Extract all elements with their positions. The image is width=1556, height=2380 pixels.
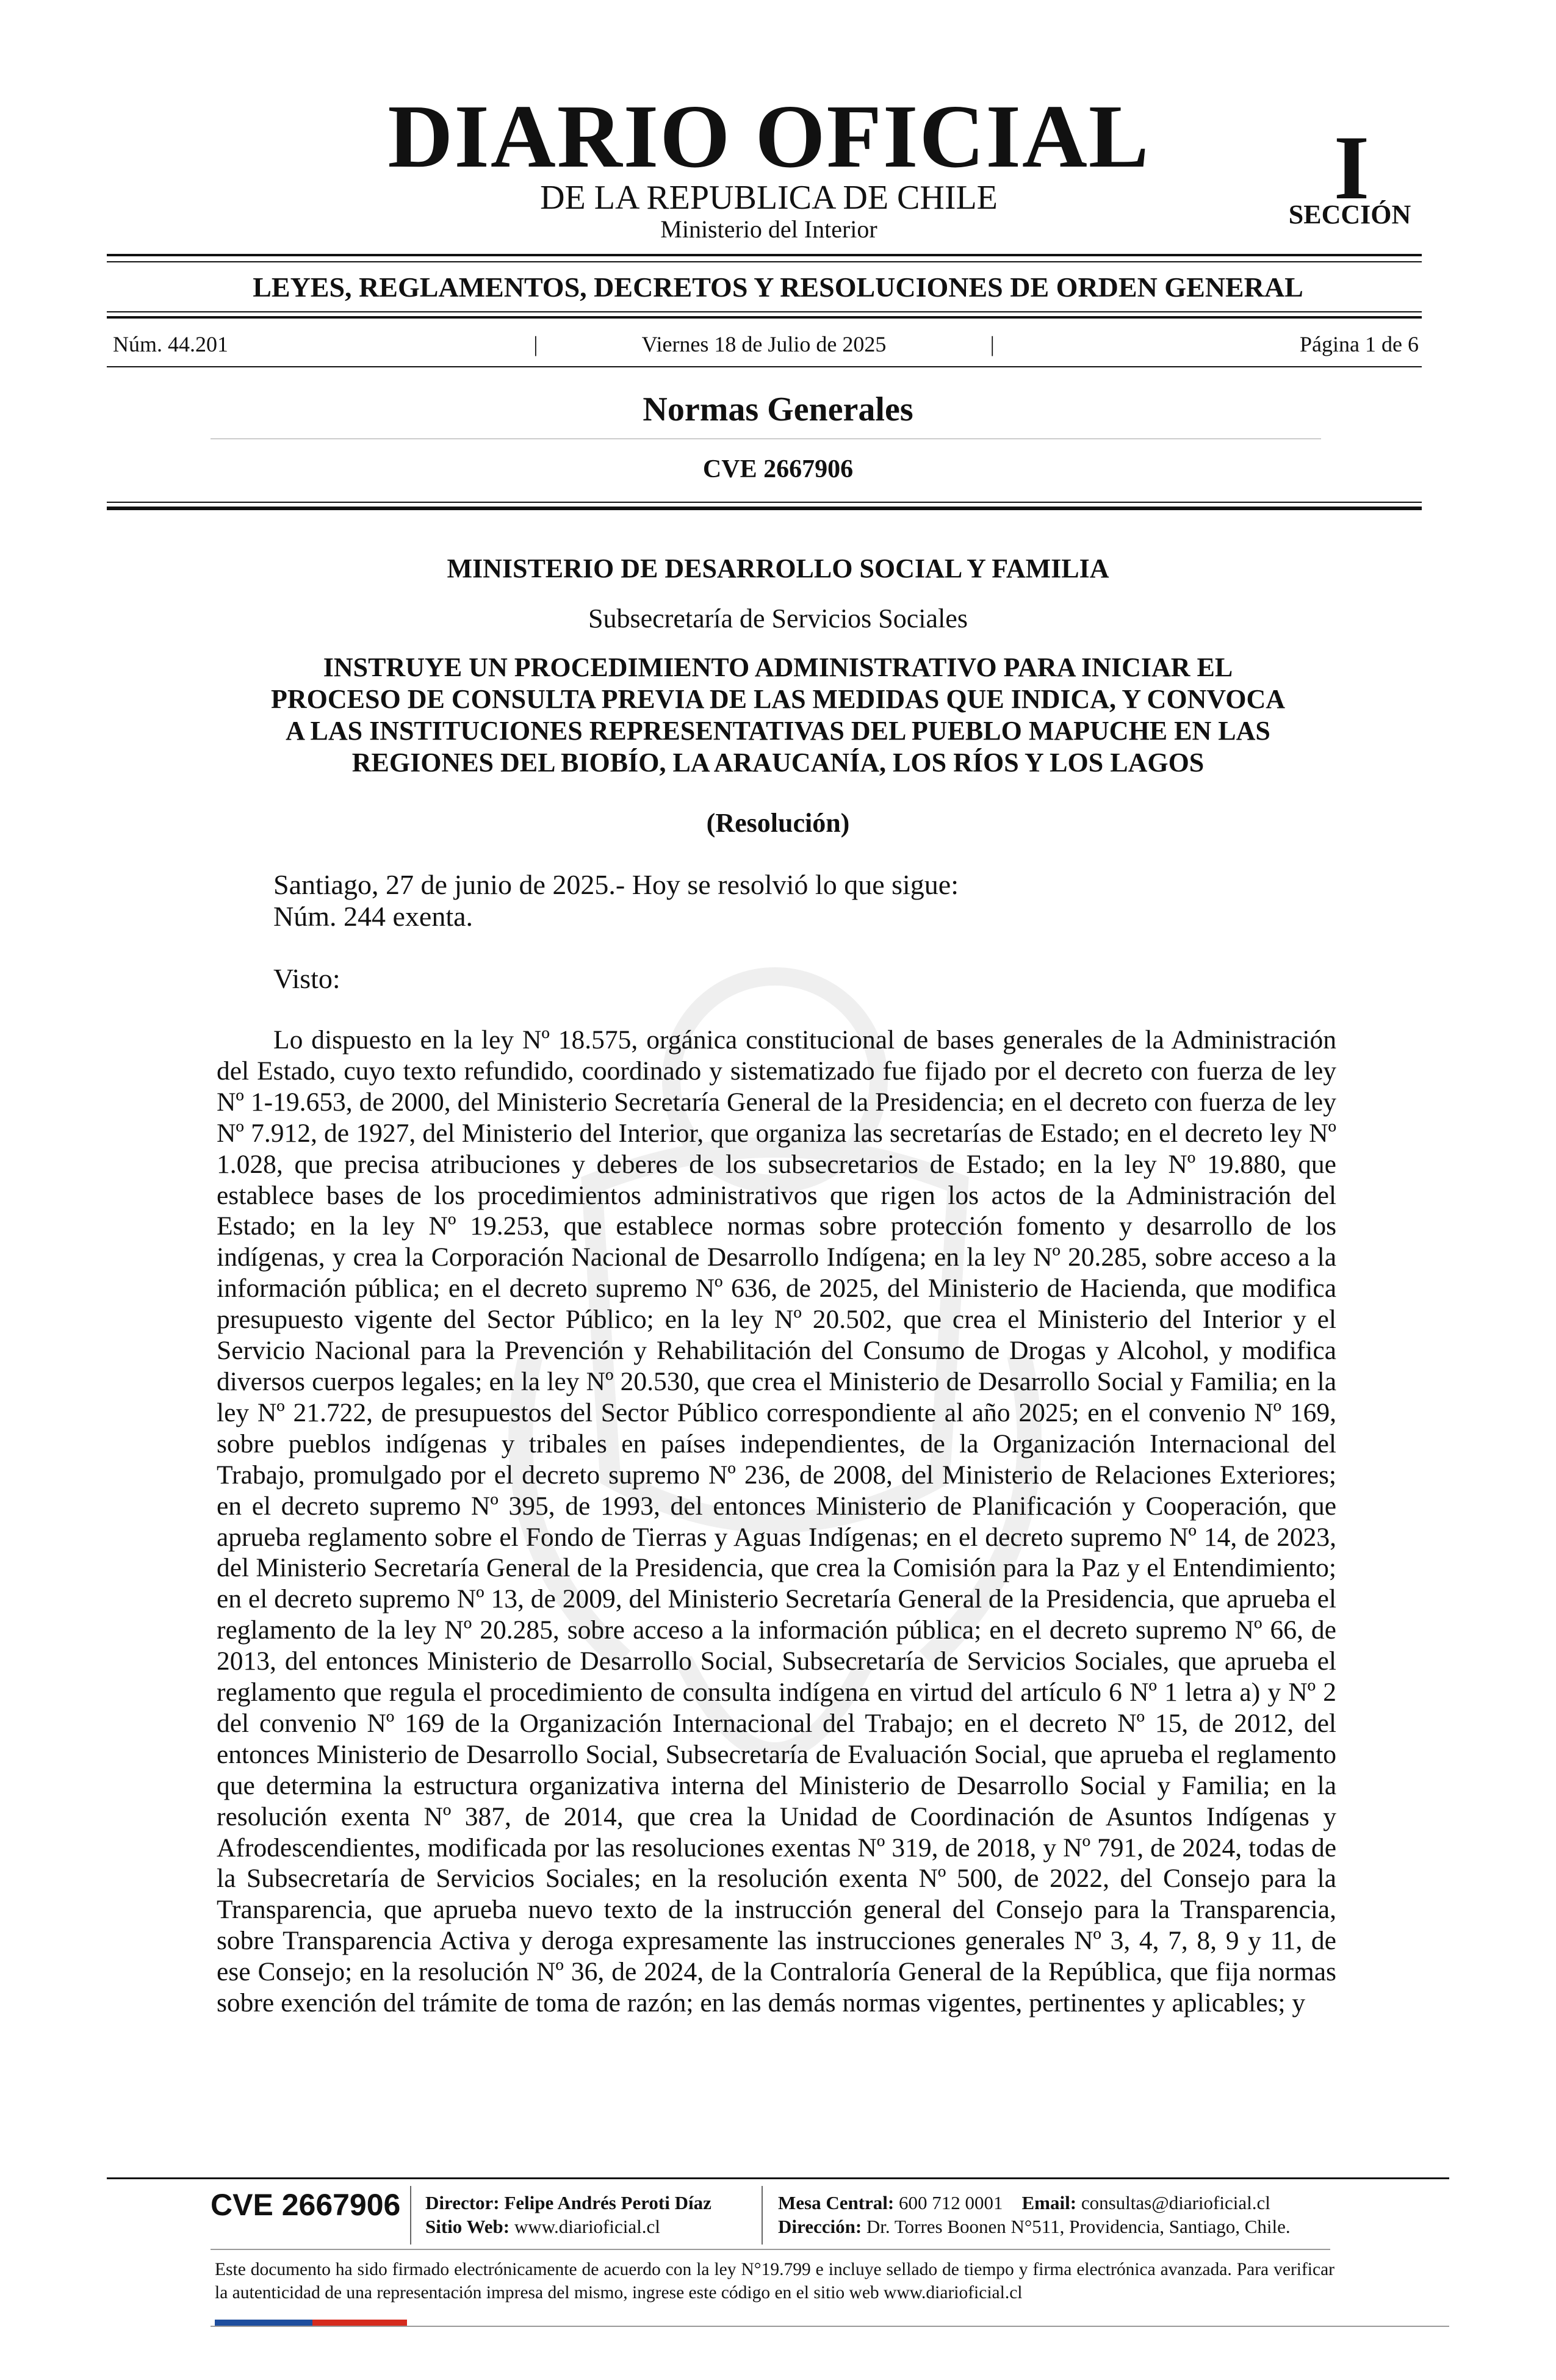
phone-label: Mesa Central: bbox=[778, 2192, 895, 2213]
phone-value: 600 712 0001 bbox=[899, 2192, 1003, 2213]
issue-info-bar bbox=[113, 333, 1419, 355]
footer-director-block bbox=[425, 2191, 711, 2238]
issue-date: Viernes 18 de Julio de 2025 bbox=[641, 332, 887, 356]
cve-code: CVE 2667906 bbox=[702, 455, 854, 483]
masthead-title: DIARIO OFICIAL bbox=[387, 87, 1150, 187]
category-rule-thin bbox=[107, 311, 1422, 312]
section-number: I bbox=[1333, 117, 1370, 218]
masthead-ministry: Ministerio del Interior bbox=[660, 215, 877, 243]
footer-bottom-rule bbox=[211, 2326, 1449, 2327]
document-title-line: INSTRUYE UN PROCEDIMIENTO ADMINISTRATIVO PARA INICIAR EL bbox=[323, 652, 1233, 682]
director-name: Felipe Andrés Peroti Díaz bbox=[504, 2192, 711, 2213]
issuing-ministry: MINISTERIO DE DESARROLLO SOCIAL Y FAMILIA bbox=[447, 554, 1109, 583]
address-label: Dirección: bbox=[778, 2216, 862, 2237]
info-rule bbox=[107, 366, 1422, 367]
document-title-line: A LAS INSTITUCIONES REPRESENTATIVAS DEL PUEBLO MAPUCHE EN LAS bbox=[286, 716, 1270, 746]
footer-note-rule bbox=[211, 2249, 1330, 2250]
document-title bbox=[0, 652, 1556, 779]
issue-number: Núm. 44.201 bbox=[113, 332, 228, 356]
resolution-number: Núm. 244 exenta. bbox=[273, 901, 474, 932]
document-title-line: PROCESO DE CONSULTA PREVIA DE LAS MEDIDAS QUE INDICA, Y CONVOCA bbox=[271, 684, 1285, 714]
issuing-subsecretaria: Subsecretaría de Servicios Sociales bbox=[588, 604, 968, 633]
section-title-rule bbox=[211, 438, 1321, 439]
section-title: Normas Generales bbox=[643, 391, 913, 428]
document-title-line: REGIONES DEL BIOBÍO, LA ARAUCANÍA, LOS RÍOS Y LOS LAGOS bbox=[351, 748, 1205, 777]
footer-rule bbox=[107, 2177, 1449, 2179]
footer-divider bbox=[410, 2186, 411, 2245]
header-rule-thick bbox=[107, 254, 1422, 256]
footer-divider bbox=[762, 2186, 763, 2245]
info-separator: | bbox=[533, 332, 538, 356]
footer-cve-code: CVE 2667906 bbox=[211, 2188, 401, 2222]
email-label: Email: bbox=[1021, 2192, 1077, 2213]
visto-heading: Visto: bbox=[273, 963, 340, 994]
info-separator: | bbox=[990, 332, 995, 356]
flag-stripe-red bbox=[312, 2320, 407, 2326]
website-label: Sitio Web: bbox=[425, 2216, 510, 2237]
cve-rule-thick bbox=[107, 507, 1422, 510]
website-link[interactable]: www.diarioficial.cl bbox=[514, 2216, 660, 2237]
signature-notice: Este documento ha sido firmado electrónicamente de acuerdo con la ley N°19.799 e incluye sellado de tiempo y firma electrónica avanzada. Para verificar la autenticidad de una representación impresa del mismo, ingrese este código en el sitio web www.diarioficial.cl bbox=[215, 2260, 1334, 2302]
cve-rule-thin bbox=[107, 502, 1422, 503]
visto-body-paragraph: Lo dispuesto en la ley Nº 18.575, orgánica constitucional de bases generales de la Administración del Estado, cuyo texto refundido, coordinado y sistematizado fue fijado por el decreto con fuerza de ley Nº 1-19.653, de 2000, del Ministerio Secretaría General de la Presidencia; en el decreto con fuerza de ley Nº 7.912, de 1927, del Ministerio del Interior, que organiza las secretarías de Estado; en el decreto ley Nº 1.028, que precisa atribuciones y deberes de los subsecretarios de Estado; en la ley Nº 19.880, que establece bases de los procedimientos administrativos que rigen los actos de la Administración del Estado; en la ley Nº 19.253, que establece normas sobre protección fomento y desarrollo de los indígenas, y crea la Corporación Nacional de Desarrollo Indígena; en la ley Nº 20.285, sobre acceso a la información pública; en el decreto supremo Nº 636, de 2025, del Ministerio de Hacienda, que modifica presupuesto vigente del Sector Público; en la ley Nº 20.502, que crea el Ministerio del Interior y el Servicio Nacional para la Prevención y Rehabilitación del Consumo de Drogas y Alcohol, y modifica diversos cuerpos legales; en la ley Nº 20.530, que crea el Ministerio de Desarrollo Social y Familia; en la ley Nº 21.722, de presupuestos del Sector Público correspondiente al año 2025; en el convenio Nº 169, sobre pueblos indígenas y tribales en países independientes, de la Organización Internacional del Trabajo, promulgado por el decreto supremo Nº 236, de 2008, del Ministerio de Relaciones Exteriores; en el decreto supremo Nº 395, de 1993, del entonces Ministerio de Planificación y Cooperación, que aprueba reglamento sobre el Fondo de Tierras y Aguas Indígenas; en el decreto supremo Nº 14, de 2023, del Ministerio Secretaría General de la Presidencia, que crea la Comisión para la Paz y el Entendimiento; en el decreto supremo Nº 13, de 2009, del Ministerio Secretaría General de la Presidencia, que aprueba el reglamento de la ley Nº 20.285, sobre acceso a la información pública; en el decreto supremo Nº 66, de 2013, del entonces Ministerio de Desarrollo Social, Subsecretaría de Servicios Sociales, que aprueba el reglamento que regula el procedimiento de consulta indígena en virtud del artículo 6 Nº 1 letra a) y Nº 2 del convenio Nº 169 de la Organización Internacional del Trabajo; en el decreto Nº 15, de 2012, del entonces Ministerio de Desarrollo Social, Subsecretaría de Evaluación Social, que aprueba el reglamento que determina la estructura organizativa interna del Ministerio de Desarrollo Social y Familia; en la resolución exenta Nº 387, de 2014, que crea la Unidad de Coordinación de Asuntos Indígenas y Afrodescendientes, modificada por las resoluciones exentas Nº 319, de 2018, y Nº 791, de 2024, todas de la Subsecretaría de Servicios Sociales; en la resolución exenta Nº 500, de 2022, del Consejo para la Transparencia, que aprueba nuevo texto de la instrucción general del Consejo para la Transparencia, sobre Transparencia Activa y deroga expresamente las instrucciones generales Nº 3, 4, 7, 8, 9 y 11, de ese Consejo; en la resolución Nº 36, de 2024, de la Contraloría General de la República, que fija normas sobre exención del trámite de toma de razón; en las demás normas vigentes, pertinentes y aplicables; y bbox=[217, 1025, 1336, 2018]
place-date-line: Santiago, 27 de junio de 2025.- Hoy se resolvió lo que sigue: bbox=[273, 869, 959, 900]
header-rule-thin bbox=[107, 261, 1422, 262]
page-indicator: Página 1 de 6 bbox=[1300, 332, 1419, 356]
category-rule-thick bbox=[107, 316, 1422, 319]
address-value: Dr. Torres Boonen N°511, Providencia, Santiago, Chile. bbox=[866, 2216, 1291, 2237]
section-label: SECCIÓN bbox=[1288, 200, 1411, 229]
flag-stripe-blue bbox=[215, 2320, 312, 2326]
footer-contact-block bbox=[778, 2191, 1291, 2238]
email-link[interactable]: consultas@diarioficial.cl bbox=[1081, 2192, 1270, 2213]
director-label: Director: bbox=[425, 2192, 500, 2213]
masthead-subtitle: DE LA REPUBLICA DE CHILE bbox=[540, 179, 998, 217]
category-heading: LEYES, REGLAMENTOS, DECRETOS Y RESOLUCIONES DE ORDEN GENERAL bbox=[253, 272, 1303, 303]
document-type: (Resolución) bbox=[706, 808, 850, 838]
